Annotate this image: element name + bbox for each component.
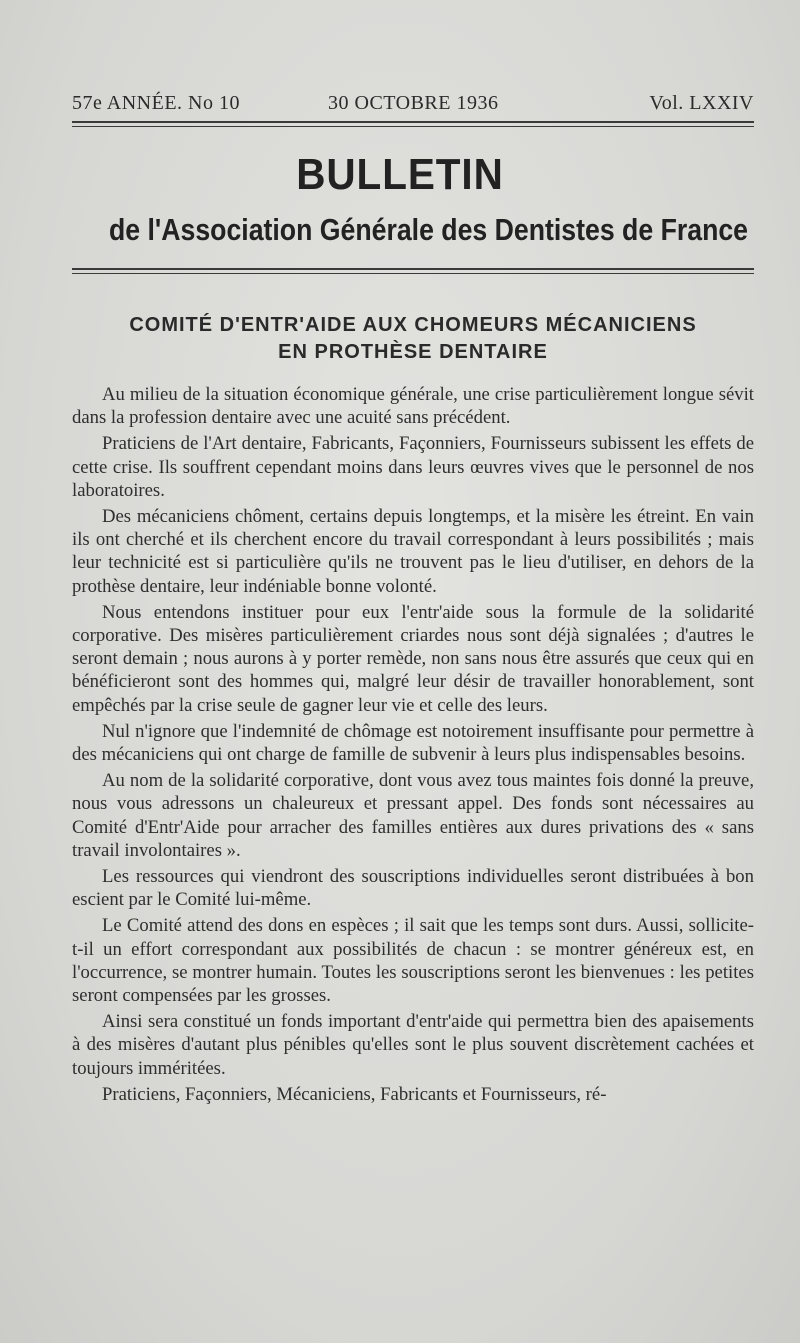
paragraph: Le Comité attend des dons en espèces ; il sait que les temps sont durs. Aussi, sollicite-t-il un effort correspondant aux possibilités de chacun : se montrer généreux est, en l'occurrence, se montrer humain. Toutes les souscriptions seront les bienvenues : les petites seront compensées par les grosses.	[72, 915, 754, 1007]
paragraph: Praticiens, Façonniers, Mécaniciens, Fabricants et Fournisseurs, ré-	[102, 1083, 607, 1105]
paragraph: Les ressources qui viendront des souscriptions individuelles seront distribuées à bon escient par le Comité lui-même.	[72, 866, 754, 911]
article-body	[72, 383, 754, 1109]
article-heading-line-2: EN PROTHÈSE DENTAIRE	[278, 341, 548, 363]
paragraph: Au nom de la solidarité corporative, dont vous avez tous maintes fois donné la preuve, nous vous adressons un chaleureux et pressant appel. Des fonds sont nécessaires au Comité d'Entr'Aide pour arracher des familles entières aux dures privations des « sans travail involontaires ».	[72, 770, 754, 861]
paragraph: Au milieu de la situation économique générale, une crise particulièrement longue sévit dans la profession dentaire avec une acuité sans précédent.	[72, 384, 754, 429]
paragraph: Des mécaniciens chôment, certains depuis longtemps, et la misère les étreint. En vain ils ont cherché et ils cherchent encore du travail correspondant à leurs possibilités ; mais leur technicité est si particulière qu'ils ne trouvent pas le lieu d'utiliser, en dehors de la prothèse dentaire, leur indéniable bonne volonté.	[72, 506, 754, 597]
year-issue-label: 57e ANNÉE. No 10	[72, 92, 240, 114]
article-heading-line-1: COMITÉ D'ENTR'AIDE AUX CHOMEURS MÉCANICIENS	[129, 314, 697, 336]
paragraph: Nous entendons instituer pour eux l'entr'aide sous la formule de la solidarité corporative. Des misères particulièrement criardes nous sont déjà signalées ; d'autres le seront demain ; nous aurons à y porter remède, non sans nous être assurés que ceux qui en bénéficieront sont des hommes qui, malgré leur désir de travailler honorablement, sont empêchés par la crise seule de gagner leur vie et celle des leurs.	[72, 601, 754, 716]
paragraph: Ainsi sera constitué un fonds important d'entr'aide qui permettra bien des apaisements à des misères d'autant plus pénibles qu'elles sont le plus souvent discrètement cachées et toujours imméritées.	[72, 1011, 754, 1079]
masthead-subtitle: de l'Association Générale des Dentistes de France	[109, 212, 749, 247]
issue-date: 30 OCTOBRE 1936	[328, 92, 499, 114]
masthead-title: BULLETIN	[296, 150, 504, 199]
article-heading	[72, 312, 754, 366]
masthead-rule	[72, 268, 754, 274]
header-rule	[72, 121, 754, 127]
paragraph: Praticiens de l'Art dentaire, Fabricants, Façonniers, Fournisseurs subissent les effets de cette crise. Ils souffrent cependant moins dans leurs œuvres vives que le personnel de nos laboratoires.	[72, 433, 754, 501]
volume-label: Vol. LXXIV	[649, 92, 754, 114]
paragraph: Nul n'ignore que l'indemnité de chômage est notoirement insuffisante pour permettre à des mécaniciens qui ont charge de famille de subvenir à leurs plus indispensables besoins.	[72, 720, 754, 766]
running-header	[72, 92, 754, 118]
